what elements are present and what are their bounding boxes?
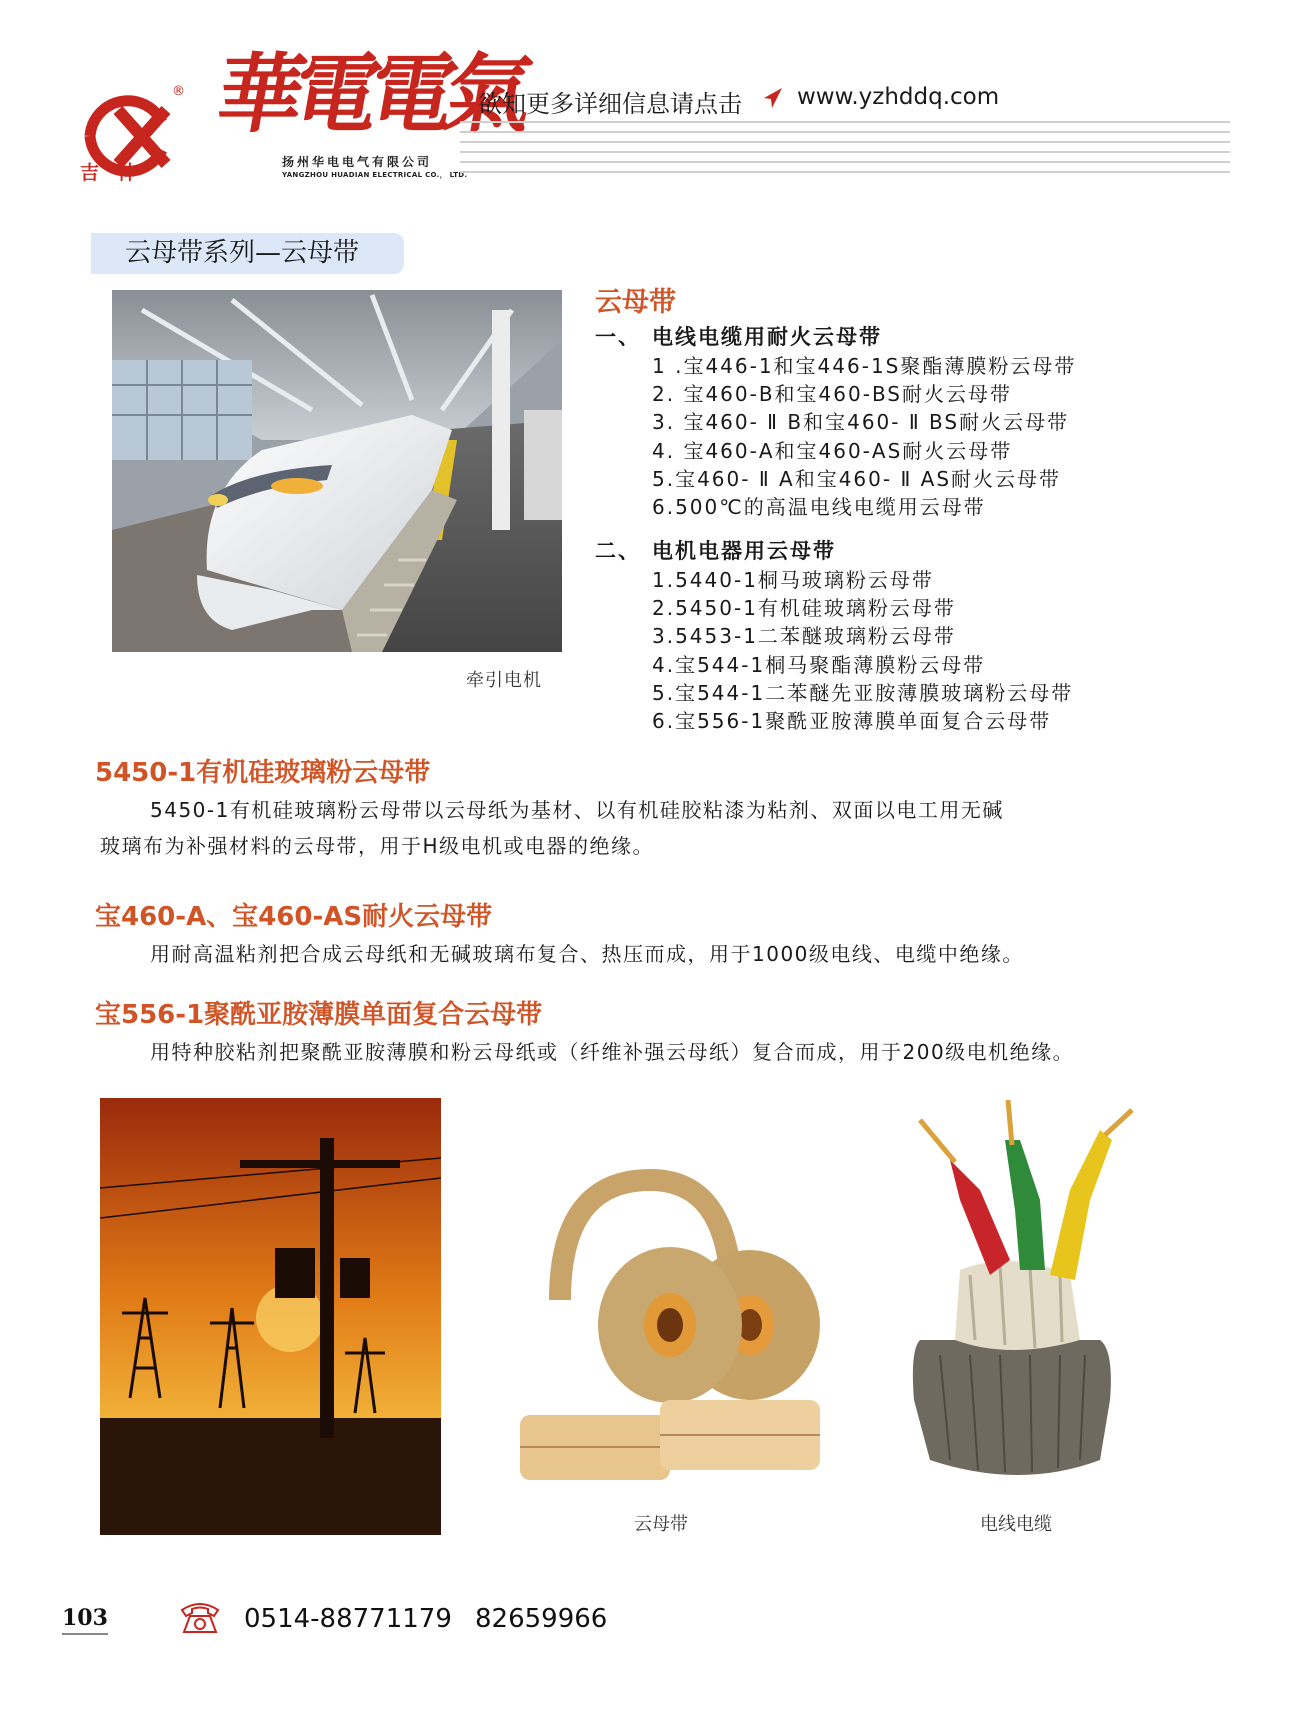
website-link[interactable]: www.yzhddq.com (797, 84, 1000, 110)
list-item: 1.5440-1桐马玻璃粉云母带 (652, 568, 934, 592)
mica-tape-rolls-image (520, 1160, 820, 1490)
section-body-5450-line2: 玻璃布为补强材料的云母带，用于H级电机或电器的绝缘。 (100, 834, 655, 858)
product-group-heading (595, 536, 1155, 566)
phone-number-2: 82659966 (475, 1604, 608, 1634)
section-body-5450-line1: 5450-1有机硅玻璃粉云母带以云母纸为基材、以有机硅胶粘漆为粘剂、双面以电工用无碱 (150, 798, 1004, 822)
group-number: 一、 (595, 325, 641, 349)
telephone-icon (178, 1600, 222, 1634)
product-group-items (595, 352, 1155, 521)
product-group (595, 536, 1155, 735)
registered-mark: ® (172, 84, 185, 99)
section-body-460a: 用耐高温粘剂把合成云母纸和无碱玻璃布复合、热压而成，用于1000级电线、电缆中绝缘。 (150, 942, 1024, 966)
list-item: 2. 宝460-B和宝460-BS耐火云母带 (652, 382, 1013, 407)
page-number: 103 (62, 1605, 108, 1635)
company-name-cn: 扬州华电电气有限公司 (282, 155, 433, 169)
list-item: 5.宝460- Ⅱ A和宝460- Ⅱ AS耐火云母带 (652, 466, 1062, 491)
list-item: 5.宝544-1二苯醚先亚胺薄膜玻璃粉云母带 (652, 680, 1074, 705)
group-title: 电机电器用云母带 (652, 539, 836, 563)
calligraphy-title: 華電電氣 (209, 44, 531, 145)
section-body-556: 用特种胶粘剂把聚酰亚胺薄膜和粉云母纸或（纤维补强云母纸）复合而成，用于200级电机绝缘。 (150, 1040, 1075, 1064)
cable-caption: 电线电缆 (980, 1514, 1052, 1535)
train-photo (112, 290, 562, 652)
header-stripe-lines (460, 120, 1230, 178)
section-title-5450: 5450-1有机硅玻璃粉云母带 (95, 758, 431, 788)
phone-number-1: 0514-88771179 (244, 1604, 452, 1634)
list-item: 2.5450-1有机硅玻璃粉云母带 (652, 596, 956, 621)
product-group-heading (595, 322, 1155, 352)
group-number: 二、 (595, 539, 641, 563)
list-item: 3. 宝460- Ⅱ B和宝460- Ⅱ BS耐火云母带 (652, 410, 1070, 435)
power-line-sunset-photo (100, 1098, 441, 1535)
mica-tape-caption: 云母带 (634, 1514, 688, 1535)
section-title-460a: 宝460-A、宝460-AS耐火云母带 (95, 902, 493, 932)
cable-cross-section-image (900, 1100, 1140, 1480)
list-item: 1 .宝446-1和宝446-1S聚酯薄膜粉云母带 (652, 354, 1077, 378)
product-group-items (595, 566, 1155, 735)
section-title-556: 宝556-1聚酰亚胺薄膜单面复合云母带 (95, 1000, 543, 1030)
list-item: 4.宝544-1桐马聚酯薄膜粉云母带 (652, 652, 986, 677)
group-title: 电线电缆用耐火云母带 (652, 325, 882, 349)
list-item: 4. 宝460-A和宝460-AS耐火云母带 (652, 438, 1013, 463)
arrow-pointer-icon (760, 86, 784, 110)
list-item: 3.5453-1二苯醚玻璃粉云母带 (652, 624, 956, 649)
info-prompt-text: 欲知更多详细信息请点击 (478, 90, 742, 118)
list-item: 6.宝556-1聚酰亚胺薄膜单面复合云母带 (652, 708, 1052, 733)
product-group (595, 322, 1155, 521)
brand-mark-text: 吉神 (80, 162, 155, 184)
list-item: 6.500℃的高温电线电缆用云母带 (652, 494, 986, 519)
company-name-en: YANGZHOU HUADIAN ELECTRICAL CO.， LTD. (282, 171, 468, 179)
train-photo-caption: 牵引电机 (466, 670, 542, 691)
section-tab: 云母带系列—云母带 (91, 233, 404, 274)
product-list-title: 云母带 (595, 287, 676, 318)
